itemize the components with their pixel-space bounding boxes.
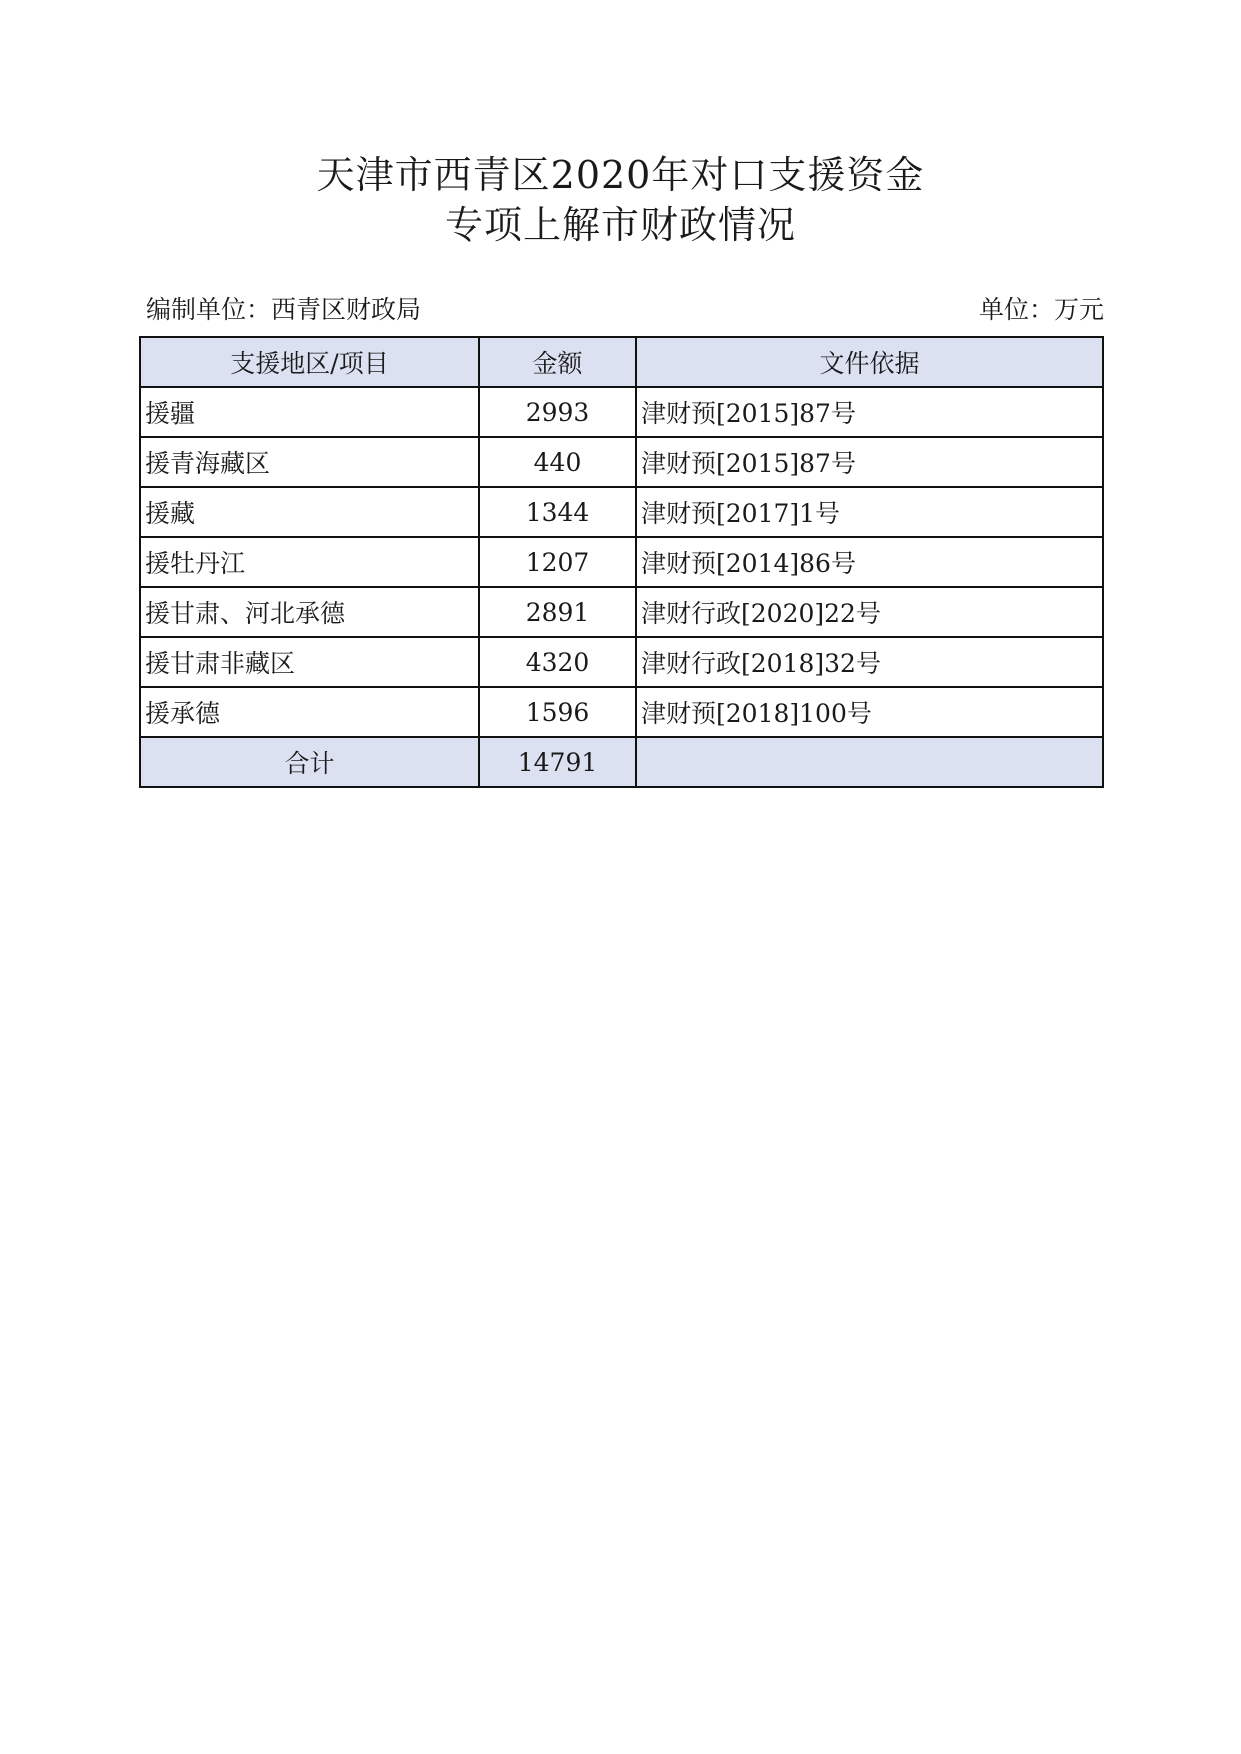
compiler-label: 编制单位：西青区财政局 xyxy=(146,295,422,324)
table-row xyxy=(140,437,1103,487)
cell-amount: 1596 xyxy=(479,687,636,737)
meta-row xyxy=(146,290,1104,330)
cell-region: 援承德 xyxy=(140,687,479,737)
cell-basis: 津财预[2017]1号 xyxy=(636,487,1103,537)
support-funds-table xyxy=(139,336,1104,788)
cell-basis: 津财预[2015]87号 xyxy=(636,387,1103,437)
cell-amount: 1344 xyxy=(479,487,636,537)
cell-amount: 2993 xyxy=(479,387,636,437)
cell-region: 援甘肃、河北承德 xyxy=(140,587,479,637)
unit-label: 单位：万元 xyxy=(978,295,1104,324)
cell-amount: 440 xyxy=(479,437,636,487)
cell-basis: 津财行政[2018]32号 xyxy=(636,637,1103,687)
document-title xyxy=(0,150,1241,250)
cell-region: 援甘肃非藏区 xyxy=(140,637,479,687)
table-row xyxy=(140,687,1103,737)
header-amount: 金额 xyxy=(479,337,636,387)
total-amount: 14791 xyxy=(479,737,636,787)
header-basis: 文件依据 xyxy=(636,337,1103,387)
cell-amount: 2891 xyxy=(479,587,636,637)
table-header-row xyxy=(140,337,1103,387)
cell-region: 援牡丹江 xyxy=(140,537,479,587)
cell-basis: 津财行政[2020]22号 xyxy=(636,587,1103,637)
table-row xyxy=(140,387,1103,437)
table-row xyxy=(140,637,1103,687)
total-basis xyxy=(636,737,1103,787)
cell-basis: 津财预[2018]100号 xyxy=(636,687,1103,737)
total-row xyxy=(140,737,1103,787)
cell-region: 援藏 xyxy=(140,487,479,537)
header-region: 支援地区/项目 xyxy=(140,337,479,387)
table-row xyxy=(140,587,1103,637)
cell-basis: 津财预[2014]86号 xyxy=(636,537,1103,587)
cell-region: 援疆 xyxy=(140,387,479,437)
cell-region: 援青海藏区 xyxy=(140,437,479,487)
table-row xyxy=(140,487,1103,537)
cell-amount: 4320 xyxy=(479,637,636,687)
title-line-2: 专项上解市财政情况 xyxy=(444,203,796,247)
total-label: 合计 xyxy=(140,737,479,787)
title-line-1: 天津市西青区2020年对口支援资金 xyxy=(316,153,925,197)
cell-amount: 1207 xyxy=(479,537,636,587)
cell-basis: 津财预[2015]87号 xyxy=(636,437,1103,487)
table-row xyxy=(140,537,1103,587)
